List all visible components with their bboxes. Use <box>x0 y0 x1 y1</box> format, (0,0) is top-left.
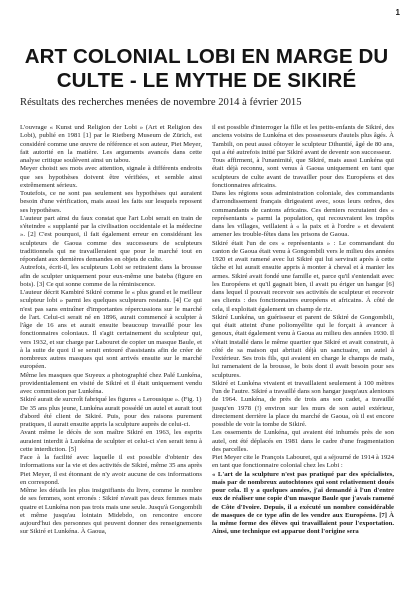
paragraph: Même les masques que Suyeux a photographié chez Palé Lunkéna, providentialement en visité de Sikiré et il était uniquement vendu avec commission par Lunkéna. <box>20 371 202 395</box>
paragraph: Les ossements de Lunkéna, qui avaient été inhumés près de son autel, ont été déplacés en 1981 dans le cadre d'une fragmentation des parcelles. <box>212 429 394 453</box>
article-body <box>20 124 394 594</box>
right-column <box>212 124 394 594</box>
article-title: ART COLONIAL LOBI EN MARGE DU CULTE - LE MYTHE DE SIKIRÉ <box>24 45 389 92</box>
paragraph: L'auteur part ainsi du faux constat que l'art Lobi serait en train de s'éteindre « supplanté par la civilisation occidentale et la médecine ». [2] C'est pourquoi, il fait également erreur en considérant les sculpteurs de Gaoua comme des successeurs de sculpteurs traditionnels qui ne travailleraient que pour le marché tout en répondant aux dernières demandes en objets de culte. <box>20 214 202 263</box>
paragraph: Face à la facilité avec laquelle il est possible d'obtenir des informations sur la vie et des activités de Sikiré, même 35 ans après Piet Meyer, il est étonnant de n'y avoir aucune de ces informations en correspond. <box>20 454 202 486</box>
quote-paragraph: « L'art de la sculpture n'est pas pratiqué par des spécialistes, mais par de nombreux autochtones qui sont relativement doués pour cela. Il y a quelques années, j'ai demandé à l'un d'entre eux de réaliser une copie d'un masque Baule que j'avais ramené de Côte d'Ivoire. Depuis, il a exécuté un nombre considérable de masques de ce type afin de les vendre aux Européens. [7] À la même forme des élèves qui travaillaient pour l'exportation. Ainsi, une technique est apparue dont l'origine sera <box>212 470 394 536</box>
paragraph: Sikiré et Lunkéna vivaient et travaillaient seulement à 100 mètres l'un de l'autre. Sikiré a travaillé dans son hangar jusqu'aux alentours de 1964. Lunkéna, de près de trois ans son cadet, a travaillé jusqu'en 1978 (!) environ sur les murs de son autel extérieur, directement derrière la place du marché de Gaoua, où il est encore possible de voir la tombe de Sikiré. <box>212 379 394 428</box>
paragraph: Meyer choisit ses mots avec attention, signale à différents endroits que ses hypothèses doivent être vérifiées, et semble ainsi extrêmement sérieux. <box>20 165 202 189</box>
paragraph: Avant même le décès de son maître Sikiré en 1963, les esprits auraient interdit à Lunkéna de sculpter et celui-ci s'en serait tenu à cette interdiction. [5] <box>20 429 202 453</box>
paragraph: Sikiré était l'un de ces « représentants » : Le commandant du canton de Gaoua était venu à Gongombili vers le milieu des années 1920 et avait ramené avec lui Sikiré qui lui servirait après à cette tâche et lui aurait ensuite appris à monter à cheval et à manier les armes. Sikiré avait fondé une famille et, parce qu'il s'entendait avec les Européens et qu'il gagnait bien, il avait pu ériger un hangar [6] dans lequel il pouvait recevoir ses activités de sculpteur et recevoir ses clients : des fonctionnaires européens et africains. À côté de cela, il exploitait également un champ de riz. <box>212 239 394 313</box>
paragraph: Autrefois, écrit-il, les sculpteurs Lobi se retiraient dans la brousse afin de sculpter uniquement pour eux-même une bateba (figure en bois). [3] Ce qui sonne comme de la réminiscence. <box>20 264 202 288</box>
paragraph: Piet Meyer cite le François Labouret, qui a séjourné de 1914 à 1924 en tant que fonctionnaire colonial chez les Lobi : <box>212 454 394 470</box>
paragraph: Toutefois, ce ne sont pas seulement ses hypothèses qui auraient besoin d'une vérification, mais aussi les faits sur lesquels reposent ses hypothèses. <box>20 190 202 214</box>
paragraph: Sikiré aurait de surcroît fabriqué les figures « Lerousique ». (Fig. 1) <box>20 396 202 404</box>
paragraph: Sikiré Lunkéna, un guérisseur et parent de Sikiré de Gongombili, qui était atteint d'une poliomyélite qui le forçait à avancer à genoux, était également venu à Gaoua au milieu des années 1930. Il s'était installé dans le même quartier que Sikiré et avait construit, à côté de sa maison qui abritait déjà un sanctuaire, un autel à l'extérieur. Ses trois fils, qui avaient en charge le champs de maïs, lui ramenaient de la brousse, le bois dont il avait besoin pour ses sculptures. <box>212 313 394 379</box>
paragraph: Tous affirment, à l'unanimité, que Sikiré, mais aussi Lunkéna qui était déjà reconnu, sont venus à Gaoua uniquement en tant que sculpteurs de culte avant de travailler pour des Européens et des fonctionnaires africains. <box>212 157 394 189</box>
paragraph: L'auteur décrit Kambiré Sikiré comme le « plus grand et le meilleur sculpteur lobi » parmi les quelques sculpteurs restants. [4] Ce qui n'est pas sans entraîner d'importantes répercussions sur le marché de l'art. Celui-ci serait né en 1896, aurait commencé à sculpter à l'âge de 16 ans et aurait ensuite beaucoup travaillé pour les fonctionnaires coloniaux. Il s'agit certainement du sculpteur qui, vers 1932, et sur charge par Labouret de copier un masque Baule, et à la suite de quoi il se serait entouré d'assistants afin de créer de nombreux autres masques qui sont arrivés ensuite sur le marché européen. <box>20 289 202 371</box>
article-subtitle: Résultats des recherches menées de novembre 2014 à février 2015 <box>20 97 302 108</box>
paragraph: De 35 ans plus jeune, Lunkéna aurait possédé un autel et aurait tout d'abord été client de Sikiré. Puis, pour des raisons purement pratiques, il aurait ensuite appris la sculpture auprès de celui-ci. <box>20 404 202 428</box>
left-column <box>20 124 202 594</box>
paragraph: L'ouvrage « Kunst und Religion der Lobi » (Art et Religion des Lobi), publié en 1981 [1] par le Rietberg Museum de Zürich, est considéré comme une œuvre de référence et son auteur, Piet Meyer, fait autorité en la matière. Les arguments avancés dans cette analyse critique soulèvent ainsi un tabou. <box>20 124 202 164</box>
paragraph: il est possible d'interroger la fille et les petits-enfants de Sikiré, des anciens voisins de Lunkéna et des possesseurs d'autels plus âgés. À Tambili, on peut aussi côtoyer le sculpteur Dihuntié, âgé de 80 ans, qui a été autrefois initié par Sikiré avant de devenir son successeur. <box>212 124 394 156</box>
paragraph: Même les détails les plus insignifiants du livre, comme le nombre de ses femmes, sont erronés : Sikiré n'avait pas deux femmes mais quatre et Lunkéna non pas trois mais une seule. Jusqu'à Gongombili et même jusqu'au lointain Midebdo, on rencontre encore aujourd'hui des personnes qui peuvent donner des renseignements sur Sikiré et Lunkéna. À Gaoua, <box>20 487 202 536</box>
paragraph: Dans les régions sous administration coloniale, des commandants d'arrondissement français dirigeaient avec, sous leurs ordres, des commandants de cantons africains. Ces derniers recrutaient des « représentants » parmi la population, qui recouvraient les impôts dans les villages, veillaient à « la paix et à l'ordre » et devaient amener les trouble-fêtes dans les prisons de Gaoua. <box>212 190 394 239</box>
page-number: 1 <box>395 8 400 17</box>
